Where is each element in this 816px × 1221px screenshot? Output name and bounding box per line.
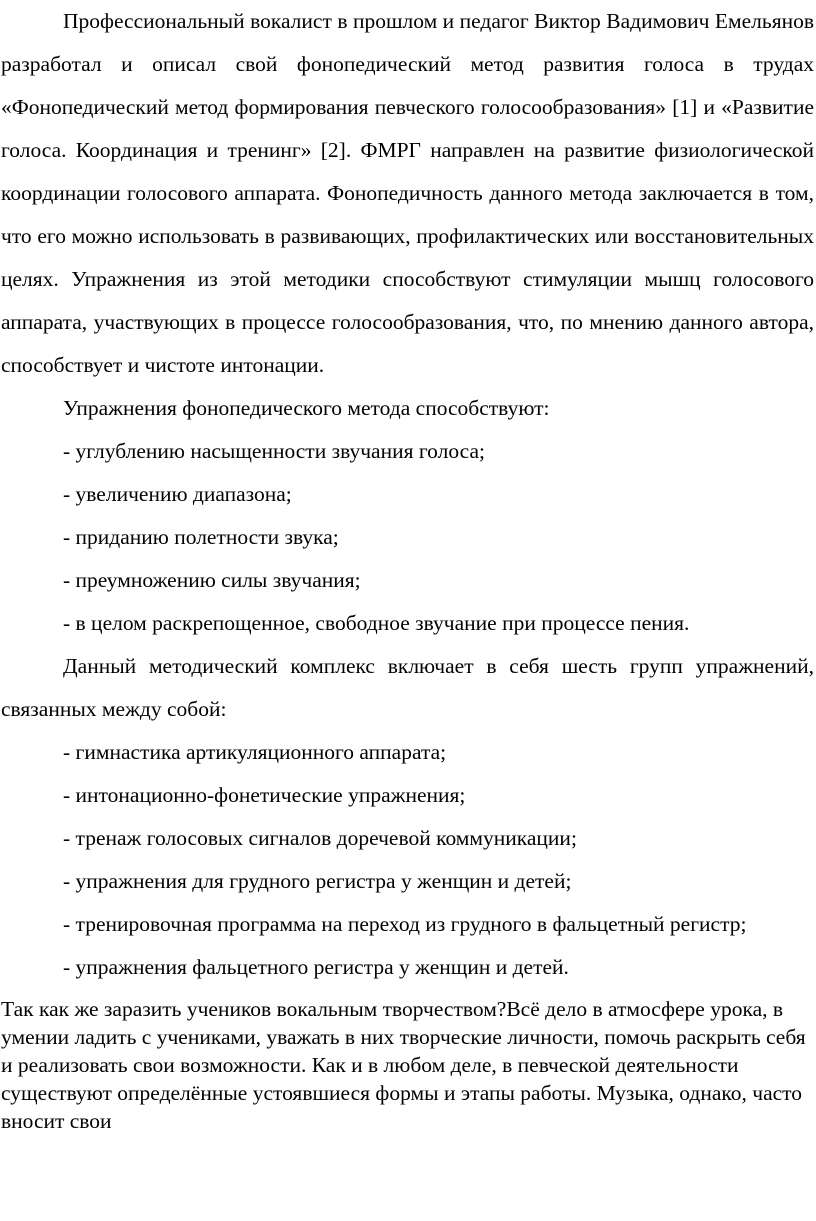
list-item-effect: - преумножению силы звучания; [63, 568, 361, 592]
list-item-group: - упражнения фальцетного регистра у женщин и детей. [63, 955, 569, 979]
list-item-group: - гимнастика артикуляционного аппарата; [63, 740, 447, 764]
list-item-effect: - приданию полетности звука; [63, 525, 339, 549]
list-item-group: - интонационно-фонетические упражнения; [63, 783, 466, 807]
closing-text-block [1, 995, 814, 1135]
list-item-effect: - в целом раскрепощенное, свободное звучание при процессе пения. [63, 611, 690, 635]
list-item-effect: - углублению насыщенности звучания голоса; [63, 439, 485, 463]
paragraph-method-description: Профессиональный вокалист в прошлом и педагог Виктор Вадимович Емельянов разработал и описал свой фонопедический метод развития голоса в трудах «Фонопедический метод формирования певческого голосообразования» [1] и «Развитие голоса. Координация и тренинг» [2]. ФМРГ направлен на развитие физиологической координации голосового аппарата. Фонопедичность данного метода заключается в том, что его можно использовать в развивающих, профилактических или восстановительных целях. Упражнения из этой методики способствуют стимуляции мышц голосового аппарата, участвующих в процессе голосообразования, что, по мнению данного автора, способствует и чистоте интонации. [1, 9, 814, 377]
list-item-group: - тренировочная программа на переход из грудного в фальцетный регистр; [63, 912, 747, 936]
main-text-block [1, 0, 814, 989]
paragraph-closing: Так как же заразить учеников вокальным творчеством?Всё дело в атмосфере урока, в умении ладить с учениками, уважать в них творческие личности, помочь раскрыть себя и реализовать свои возможности. Как и в любом деле, в певческой деятельности существуют определённые устоявшиеся формы и этапы работы. Музыка, однако, часто вносит свои [1, 997, 806, 1133]
list-item-group: - тренаж голосовых сигналов доречевой коммуникации; [63, 826, 577, 850]
paragraph-groups-intro: Данный методический комплекс включает в себя шесть групп упражнений, связанных между собой: [1, 654, 814, 721]
list-item-effect: - увеличению диапазона; [63, 482, 292, 506]
paragraph-effects-intro: Упражнения фонопедического метода способствуют: [63, 396, 550, 420]
list-item-group: - упражнения для грудного регистра у женщин и детей; [63, 869, 572, 893]
